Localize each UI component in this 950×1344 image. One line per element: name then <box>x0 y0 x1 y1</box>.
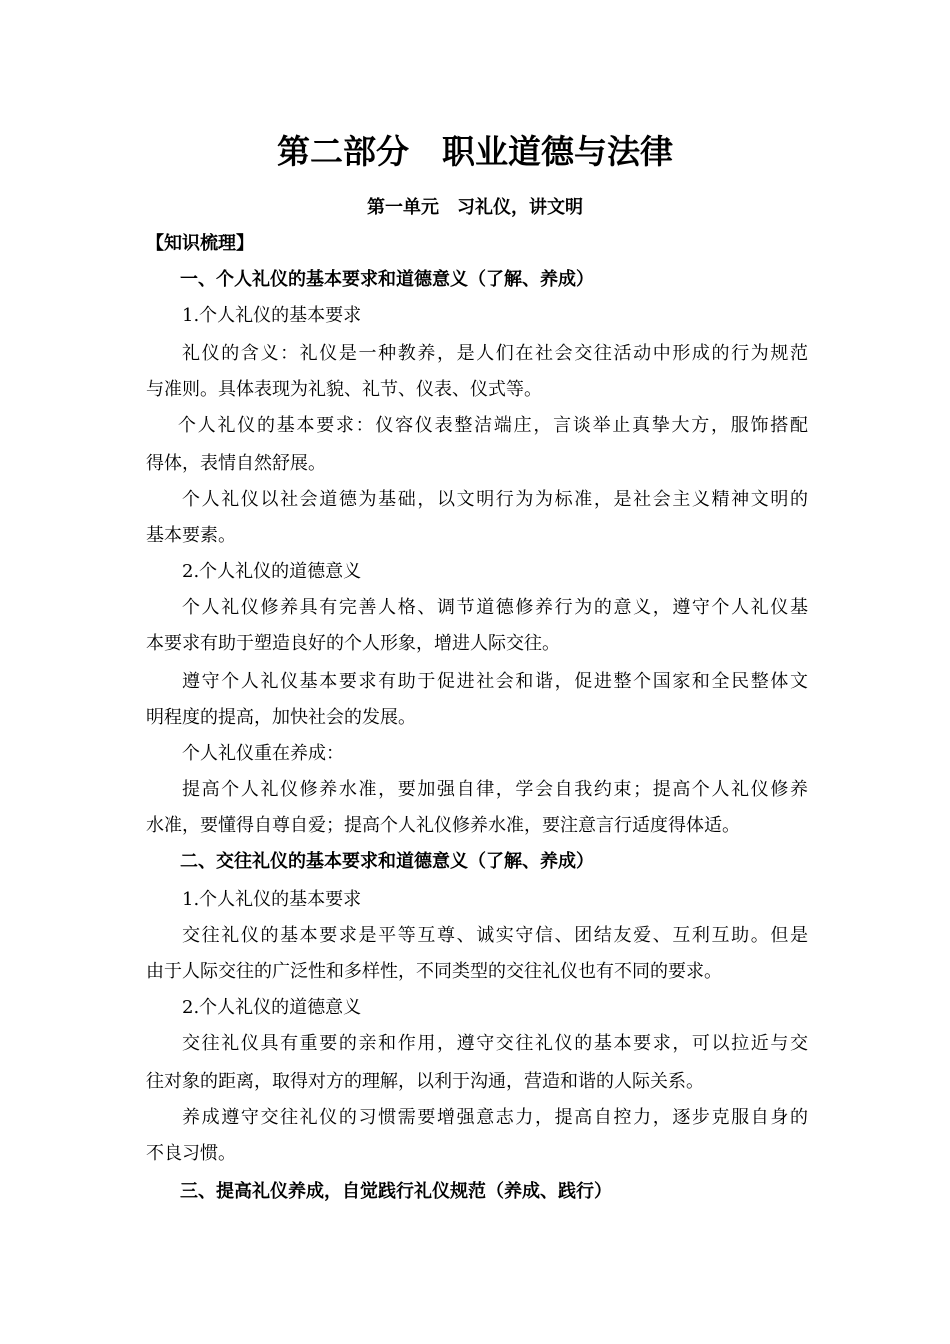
paragraph-line: 由于人际交往的广泛性和多样性，不同类型的交往礼仪也有不同的要求。 <box>146 961 722 982</box>
paragraph-line: 礼仪的含义：礼仪是一种教养，是人们在社会交往活动中形成的行为规范 <box>182 343 808 364</box>
subheading-1-1: 1.个人礼仪的基本要求 <box>182 305 362 326</box>
paragraph-line: 交往礼仪具有重要的亲和作用，遵守交往礼仪的基本要求，可以拉近与交 <box>182 1033 808 1054</box>
paragraph-line: 个人礼仪修养具有完善人格、调节道德修养行为的意义，遵守个人礼仪基 <box>182 597 808 618</box>
paragraph-line: 个人礼仪重在养成： <box>182 743 344 764</box>
paragraph-line: 个人礼仪的基本要求：仪容仪表整洁端庄，言谈举止真挚大方，服饰搭配 <box>178 415 808 436</box>
paragraph-line: 本要求有助于塑造良好的个人形象，增进人际交往。 <box>146 633 560 654</box>
paragraph-line: 明程度的提高，加快社会的发展。 <box>146 707 416 728</box>
paragraph-line: 基本要素。 <box>146 525 236 546</box>
paragraph-line: 养成遵守交往礼仪的习惯需要增强意志力，提高自控力，逐步克服自身的 <box>182 1107 808 1128</box>
heading-3: 三、提高礼仪养成，自觉践行礼仪规范（养成、践行） <box>180 1181 612 1202</box>
subheading-1-2: 2.个人礼仪的道德意义 <box>182 561 362 582</box>
paragraph-line: 个人礼仪以社会道德为基础，以文明行为为标准，是社会主义精神文明的 <box>182 489 808 510</box>
paragraph-line: 交往礼仪的基本要求是平等互尊、诚实守信、团结友爱、互利互助。但是 <box>182 925 808 946</box>
subheading-2-1: 1.个人礼仪的基本要求 <box>182 889 362 910</box>
section-label: 【知识梳理】 <box>146 233 254 254</box>
unit-subtitle: 第一单元 习礼仪，讲文明 <box>367 197 583 218</box>
heading-1: 一、个人礼仪的基本要求和道德意义（了解、养成） <box>180 269 594 290</box>
paragraph-line: 与准则。具体表现为礼貌、礼节、仪表、仪式等。 <box>146 379 542 400</box>
page-title: 第二部分 职业道德与法律 <box>277 132 673 171</box>
paragraph-line: 往对象的距离，取得对方的理解，以利于沟通，营造和谐的人际关系。 <box>146 1071 704 1092</box>
paragraph-line: 不良习惯。 <box>146 1143 236 1164</box>
paragraph-line: 遵守个人礼仪基本要求有助于促进社会和谐，促进整个国家和全民整体文 <box>182 671 808 692</box>
subheading-2-2: 2.个人礼仪的道德意义 <box>182 997 362 1018</box>
paragraph-line: 提高个人礼仪修养水准，要加强自律，学会自我约束；提高个人礼仪修养 <box>182 779 808 800</box>
heading-2: 二、交往礼仪的基本要求和道德意义（了解、养成） <box>180 851 594 872</box>
paragraph-line: 水准，要懂得自尊自爱；提高个人礼仪修养水准，要注意言行适度得体适。 <box>146 815 740 836</box>
paragraph-line: 得体，表情自然舒展。 <box>146 453 326 474</box>
